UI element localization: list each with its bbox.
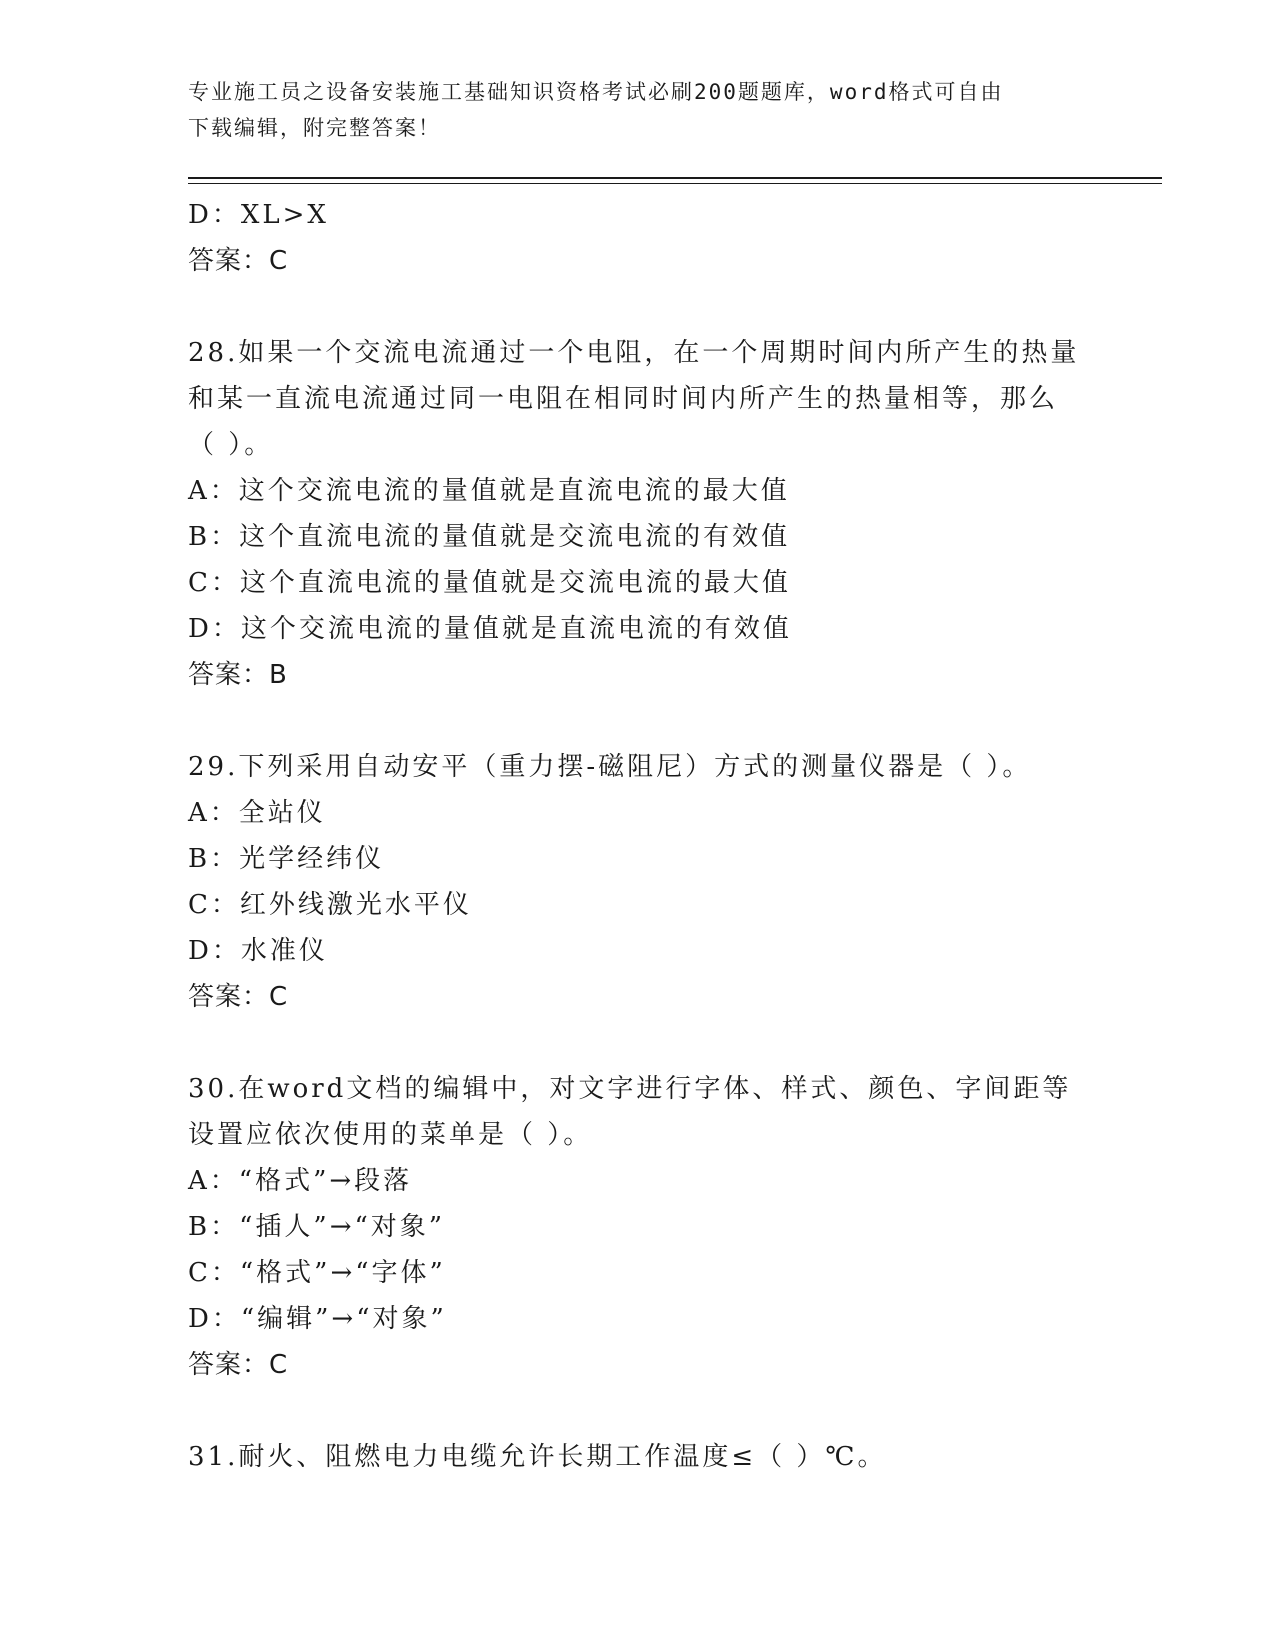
option-d: D：XL>X: [188, 200, 329, 230]
answer: 答案：B: [188, 660, 288, 690]
option-a: A：全站仪: [188, 798, 326, 828]
header-rule-bottom: [188, 183, 1162, 184]
option-d: D：水准仪: [188, 936, 328, 966]
option-b: B：这个直流电流的量值就是交流电流的有效值: [188, 522, 791, 552]
header-rule-top: [188, 177, 1162, 179]
spacer: [188, 284, 1088, 330]
option-b: B：“插人”→“对象”: [188, 1212, 446, 1242]
answer: 答案：C: [188, 982, 289, 1012]
header-line-2: 下载编辑，附完整答案！: [188, 116, 441, 140]
question-stem-line: 31.耐火、阻燃电力电缆允许长期工作温度≤（ ）℃。: [188, 1442, 887, 1472]
question-stem-line: 30.在word文档的编辑中，对文字进行字体、样式、颜色、字间距等: [188, 1074, 1072, 1104]
question-stem-line: 设置应依次使用的菜单是（ ）。: [188, 1120, 593, 1150]
answer: 答案：C: [188, 1350, 289, 1380]
question-30: [188, 1066, 1088, 1388]
option-c: C：红外线激光水平仪: [188, 890, 472, 920]
option-c: C：这个直流电流的量值就是交流电流的最大值: [188, 568, 791, 598]
spacer: [188, 1020, 1088, 1066]
header-line-1: 专业施工员之设备安装施工基础知识资格考试必刷200题题库，word格式可自由: [188, 80, 1004, 104]
question-stem-line: （ ）。: [188, 430, 274, 460]
question-31: [188, 1434, 1088, 1480]
question-29: [188, 744, 1088, 1020]
answer: 答案：C: [188, 246, 289, 276]
option-d: D：这个交流电流的量值就是直流电流的有效值: [188, 614, 792, 644]
spacer: [188, 698, 1088, 744]
question-28: [188, 330, 1088, 698]
option-a: A：这个交流电流的量值就是直流电流的最大值: [188, 476, 790, 506]
option-a: A：“格式”→段落: [188, 1166, 413, 1196]
prev-question-tail: [188, 192, 1088, 284]
question-list: [188, 192, 1088, 1480]
question-stem-line: 29.下列采用自动安平（重力摆-磁阻尼）方式的测量仪器是（ ）。: [188, 752, 1032, 782]
spacer: [188, 1388, 1088, 1434]
document-header: [188, 74, 1088, 146]
option-b: B：光学经纬仪: [188, 844, 385, 874]
question-stem-line: 28.如果一个交流电流通过一个电阻，在一个周期时间内所产生的热量: [188, 338, 1080, 368]
question-stem-line: 和某一直流电流通过同一电阻在相同时间内所产生的热量相等，那么: [188, 384, 1059, 414]
option-c: C：“格式”→“字体”: [188, 1258, 446, 1288]
option-d: D：“编辑”→“对象”: [188, 1304, 447, 1334]
